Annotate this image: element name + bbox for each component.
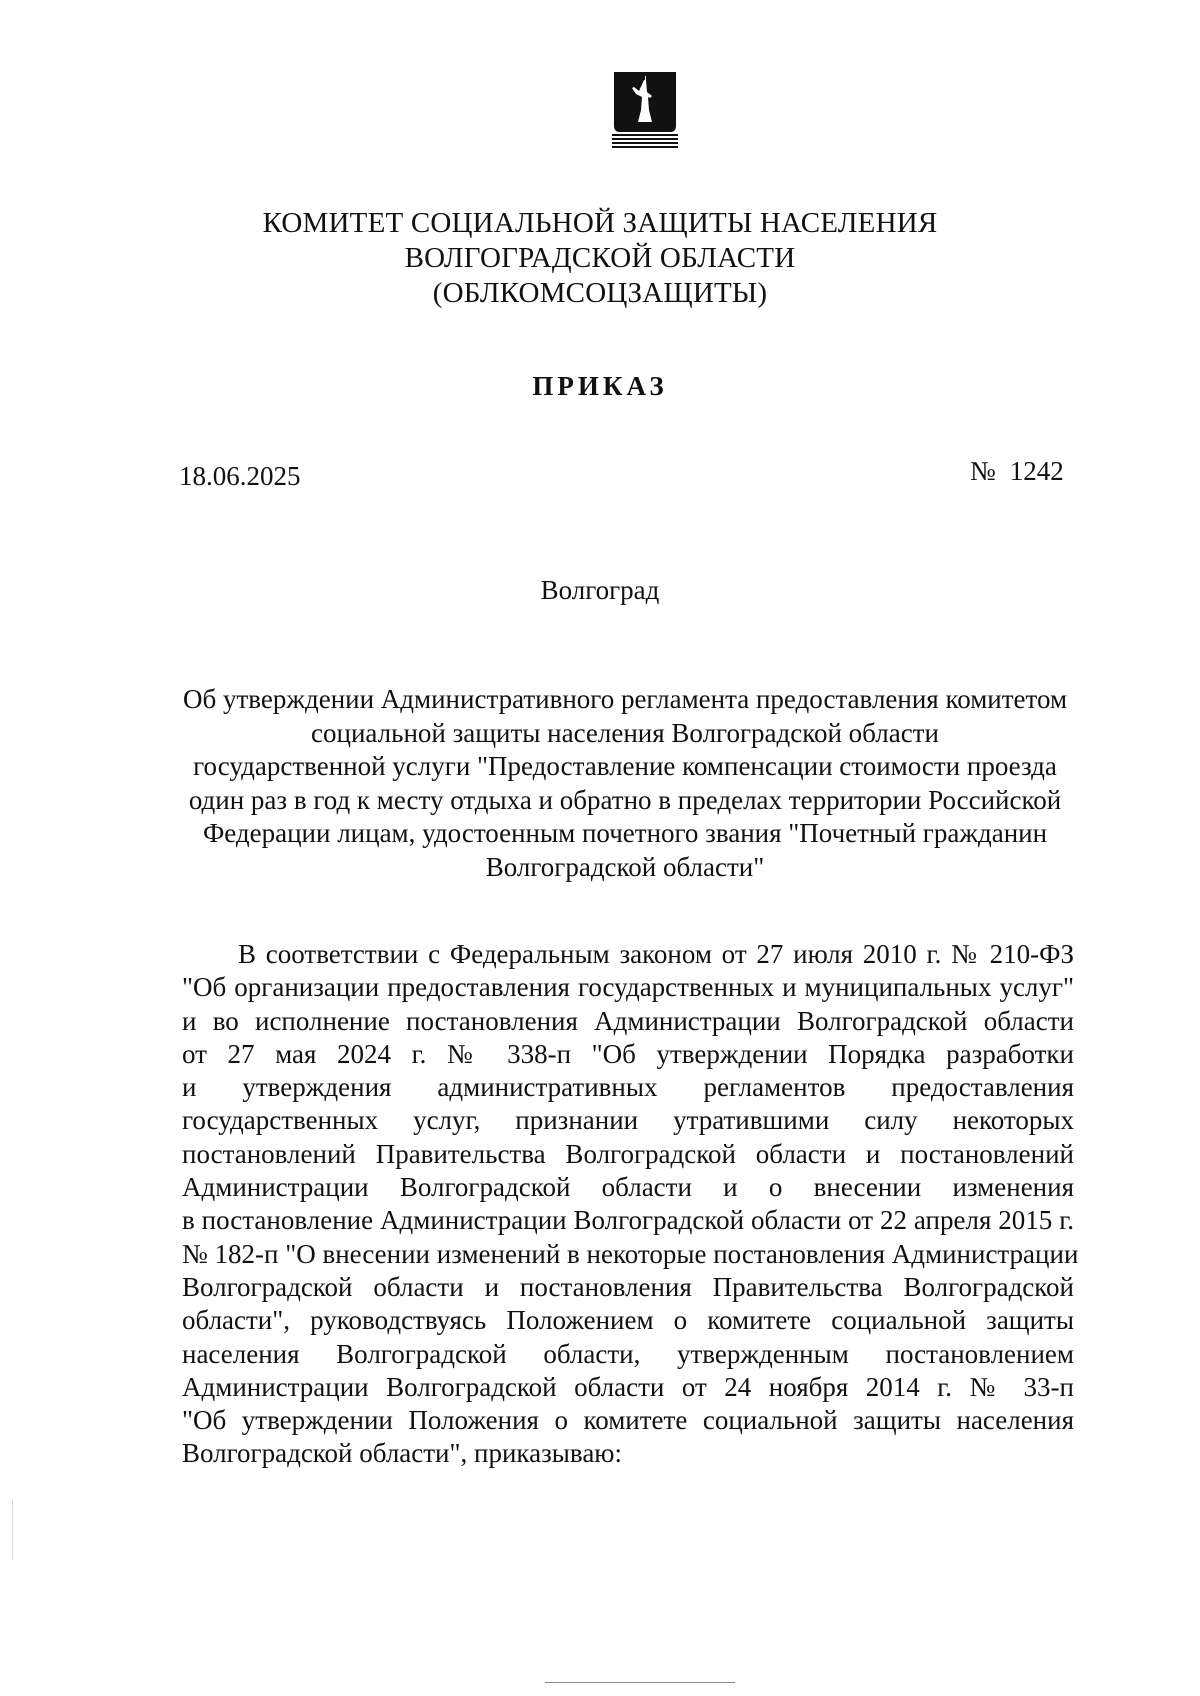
- document-city: Волгоград: [540, 575, 660, 605]
- body-line: государственных услуг, признании утратившими силу некоторых: [182, 1105, 1074, 1136]
- organization-abbreviation: (ОБЛКОМСОЦЗАЩИТЫ): [432, 277, 768, 309]
- organization-name-line-2: ВОЛГОГРАДСКОЙ ОБЛАСТИ: [404, 242, 796, 274]
- scan-artifact: [12, 1500, 13, 1560]
- document-subject: [180, 683, 1070, 884]
- body-line: в постановление Администрации Волгоградской области от 22 апреля 2015 г.: [182, 1205, 1074, 1236]
- page-bottom-rule: [545, 1682, 735, 1683]
- body-line: и во исполнение постановления Администрации Волгоградской области: [182, 1005, 1074, 1036]
- body-line: Администрации Волгоградской области от 24 ноября 2014 г. № 33-п: [182, 1371, 1074, 1402]
- body-line: и утверждения административных регламентов предоставления: [182, 1072, 1074, 1103]
- body-line: населения Волгоградской области, утвержденным постановлением: [182, 1338, 1074, 1369]
- document-type-title: ПРИКАЗ: [532, 371, 668, 401]
- document-number: [970, 456, 1064, 487]
- document-body: [182, 938, 1079, 1471]
- document-date: 18.06.2025: [179, 461, 301, 491]
- body-line: В соответствии с Федеральным законом от 27 июля 2010 г. № 210-ФЗ: [238, 939, 1074, 969]
- organization-name-line-1: КОМИТЕТ СОЦИАЛЬНОЙ ЗАЩИТЫ НАСЕЛЕНИЯ: [262, 207, 938, 239]
- body-line: Администрации Волгоградской области и о внесении изменения: [182, 1172, 1074, 1203]
- subject-line: один раз в год к месту отдыха и обратно в пределах территории Российской: [188, 784, 1062, 815]
- body-line: № 182-п "О внесении изменений в некоторые постановления Администрации: [182, 1238, 1079, 1269]
- subject-line: социальной защиты населения Волгоградской области: [311, 717, 939, 748]
- subject-line: государственной услуги "Предоставление компенсации стоимости проезда: [193, 751, 1057, 781]
- subject-line: Об утверждении Административного регламента предоставления комитетом: [182, 684, 1068, 714]
- body-line: от 27 мая 2024 г. № 338-п "Об утверждении Порядка разработки: [182, 1038, 1074, 1069]
- document-number-value: 1242: [1009, 456, 1064, 486]
- body-line: Волгоградской области и постановления Правительства Волгоградской: [182, 1271, 1074, 1302]
- body-line: области", руководствуясь Положением о комитете социальной защиты: [182, 1305, 1074, 1336]
- body-line: Волгоградской области", приказываю:: [182, 1438, 622, 1469]
- number-sign: №: [970, 456, 996, 486]
- volgograd-emblem-icon: [610, 70, 680, 150]
- body-line: "Об утверждении Положения о комитете социальной защиты населения: [182, 1405, 1074, 1436]
- subject-line: Федерации лицам, удостоенным почетного звания "Почетный гражданин: [202, 818, 1048, 848]
- body-line: "Об организации предоставления государственных и муниципальных услуг": [182, 972, 1074, 1003]
- body-line: постановлений Правительства Волгоградской области и постановлений: [182, 1138, 1074, 1169]
- subject-line: Волгоградской области": [485, 851, 765, 882]
